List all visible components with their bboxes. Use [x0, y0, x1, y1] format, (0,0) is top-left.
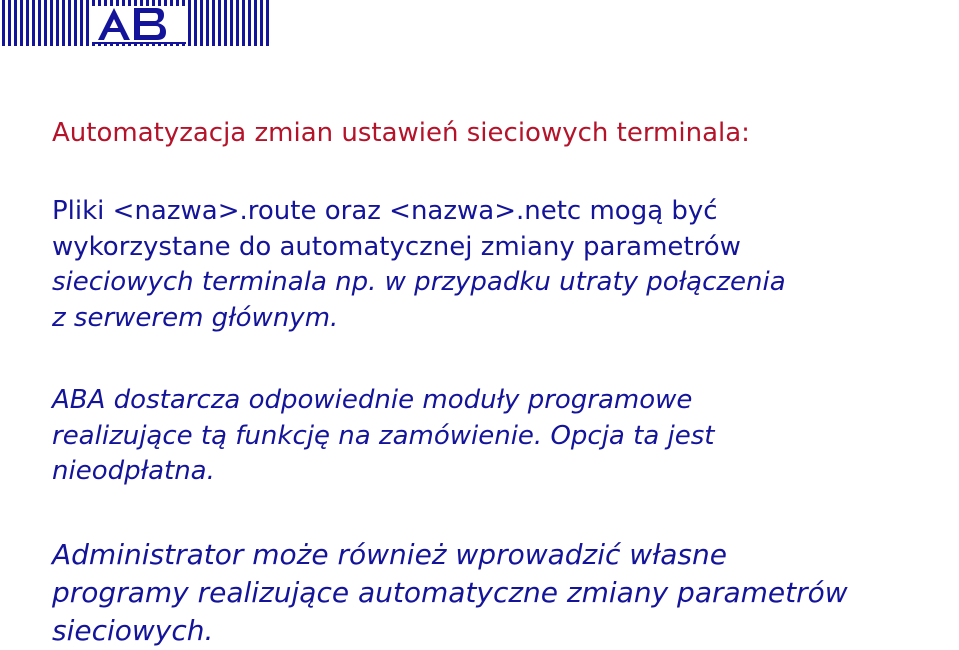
logo-stripe	[38, 0, 41, 46]
paragraph-line: Pliki <nazwa>.route oraz <nazwa>.netc mogą być	[52, 196, 718, 226]
logo-stripe	[2, 0, 5, 46]
aba-logo-graphic	[0, 0, 270, 46]
logo-stripe	[8, 0, 11, 46]
paragraph-line: z serwerem głównym.	[52, 302, 339, 333]
logo-stripe	[230, 0, 233, 46]
logo-stripe	[218, 0, 221, 46]
paragraph-line: sieciowych terminala np. w przypadku utraty połączenia	[52, 267, 786, 297]
paragraph-line: ABA dostarcza odpowiednie moduły programowe	[52, 385, 693, 415]
logo-stripe	[200, 0, 203, 46]
logo-stripe	[80, 0, 83, 46]
logo-stripe	[56, 0, 59, 46]
logo-stripe	[74, 0, 77, 46]
paragraph-administrator	[52, 536, 848, 650]
logo-stripe	[194, 0, 197, 46]
paragraph-line: Administrator może również wprowadzić własne	[52, 538, 727, 571]
logo-stripe	[212, 0, 215, 46]
logo-stripe	[26, 0, 29, 46]
page-title: Automatyzacja zmian ustawień sieciowych terminala:	[52, 118, 750, 148]
logo-stripe	[50, 0, 53, 46]
paragraph-aba-modules	[52, 383, 714, 490]
logo-stripe	[224, 0, 227, 46]
paragraph-route-netc	[52, 194, 786, 336]
logo-stripe	[44, 0, 47, 46]
logo-stripe	[260, 0, 263, 46]
paragraph-line: sieciowych.	[52, 614, 214, 647]
logo-stripe	[20, 0, 23, 46]
logo-stripe	[254, 0, 257, 46]
paragraph-line: wykorzystane do automatycznej zmiany parametrów	[52, 231, 741, 262]
logo-stripe	[206, 0, 209, 46]
logo-stripe	[62, 0, 65, 46]
paragraph-line: nieodpłatna.	[52, 456, 215, 486]
paragraph-line: realizujące tą funkcję na zamówienie. Opcja ta jest	[52, 420, 715, 451]
logo-stripe	[236, 0, 239, 46]
logo-stripe	[68, 0, 71, 46]
logo-stripe	[86, 0, 89, 46]
paragraph-line: programy realizujące automatyczne zmiany parametrów	[52, 576, 848, 609]
logo-stripe	[14, 0, 17, 46]
aba-logo	[0, 0, 270, 46]
logo-stripe	[188, 0, 191, 46]
logo-stripe	[266, 0, 269, 46]
logo-stripe	[32, 0, 35, 46]
logo-stripe	[248, 0, 251, 46]
logo-stripe	[242, 0, 245, 46]
